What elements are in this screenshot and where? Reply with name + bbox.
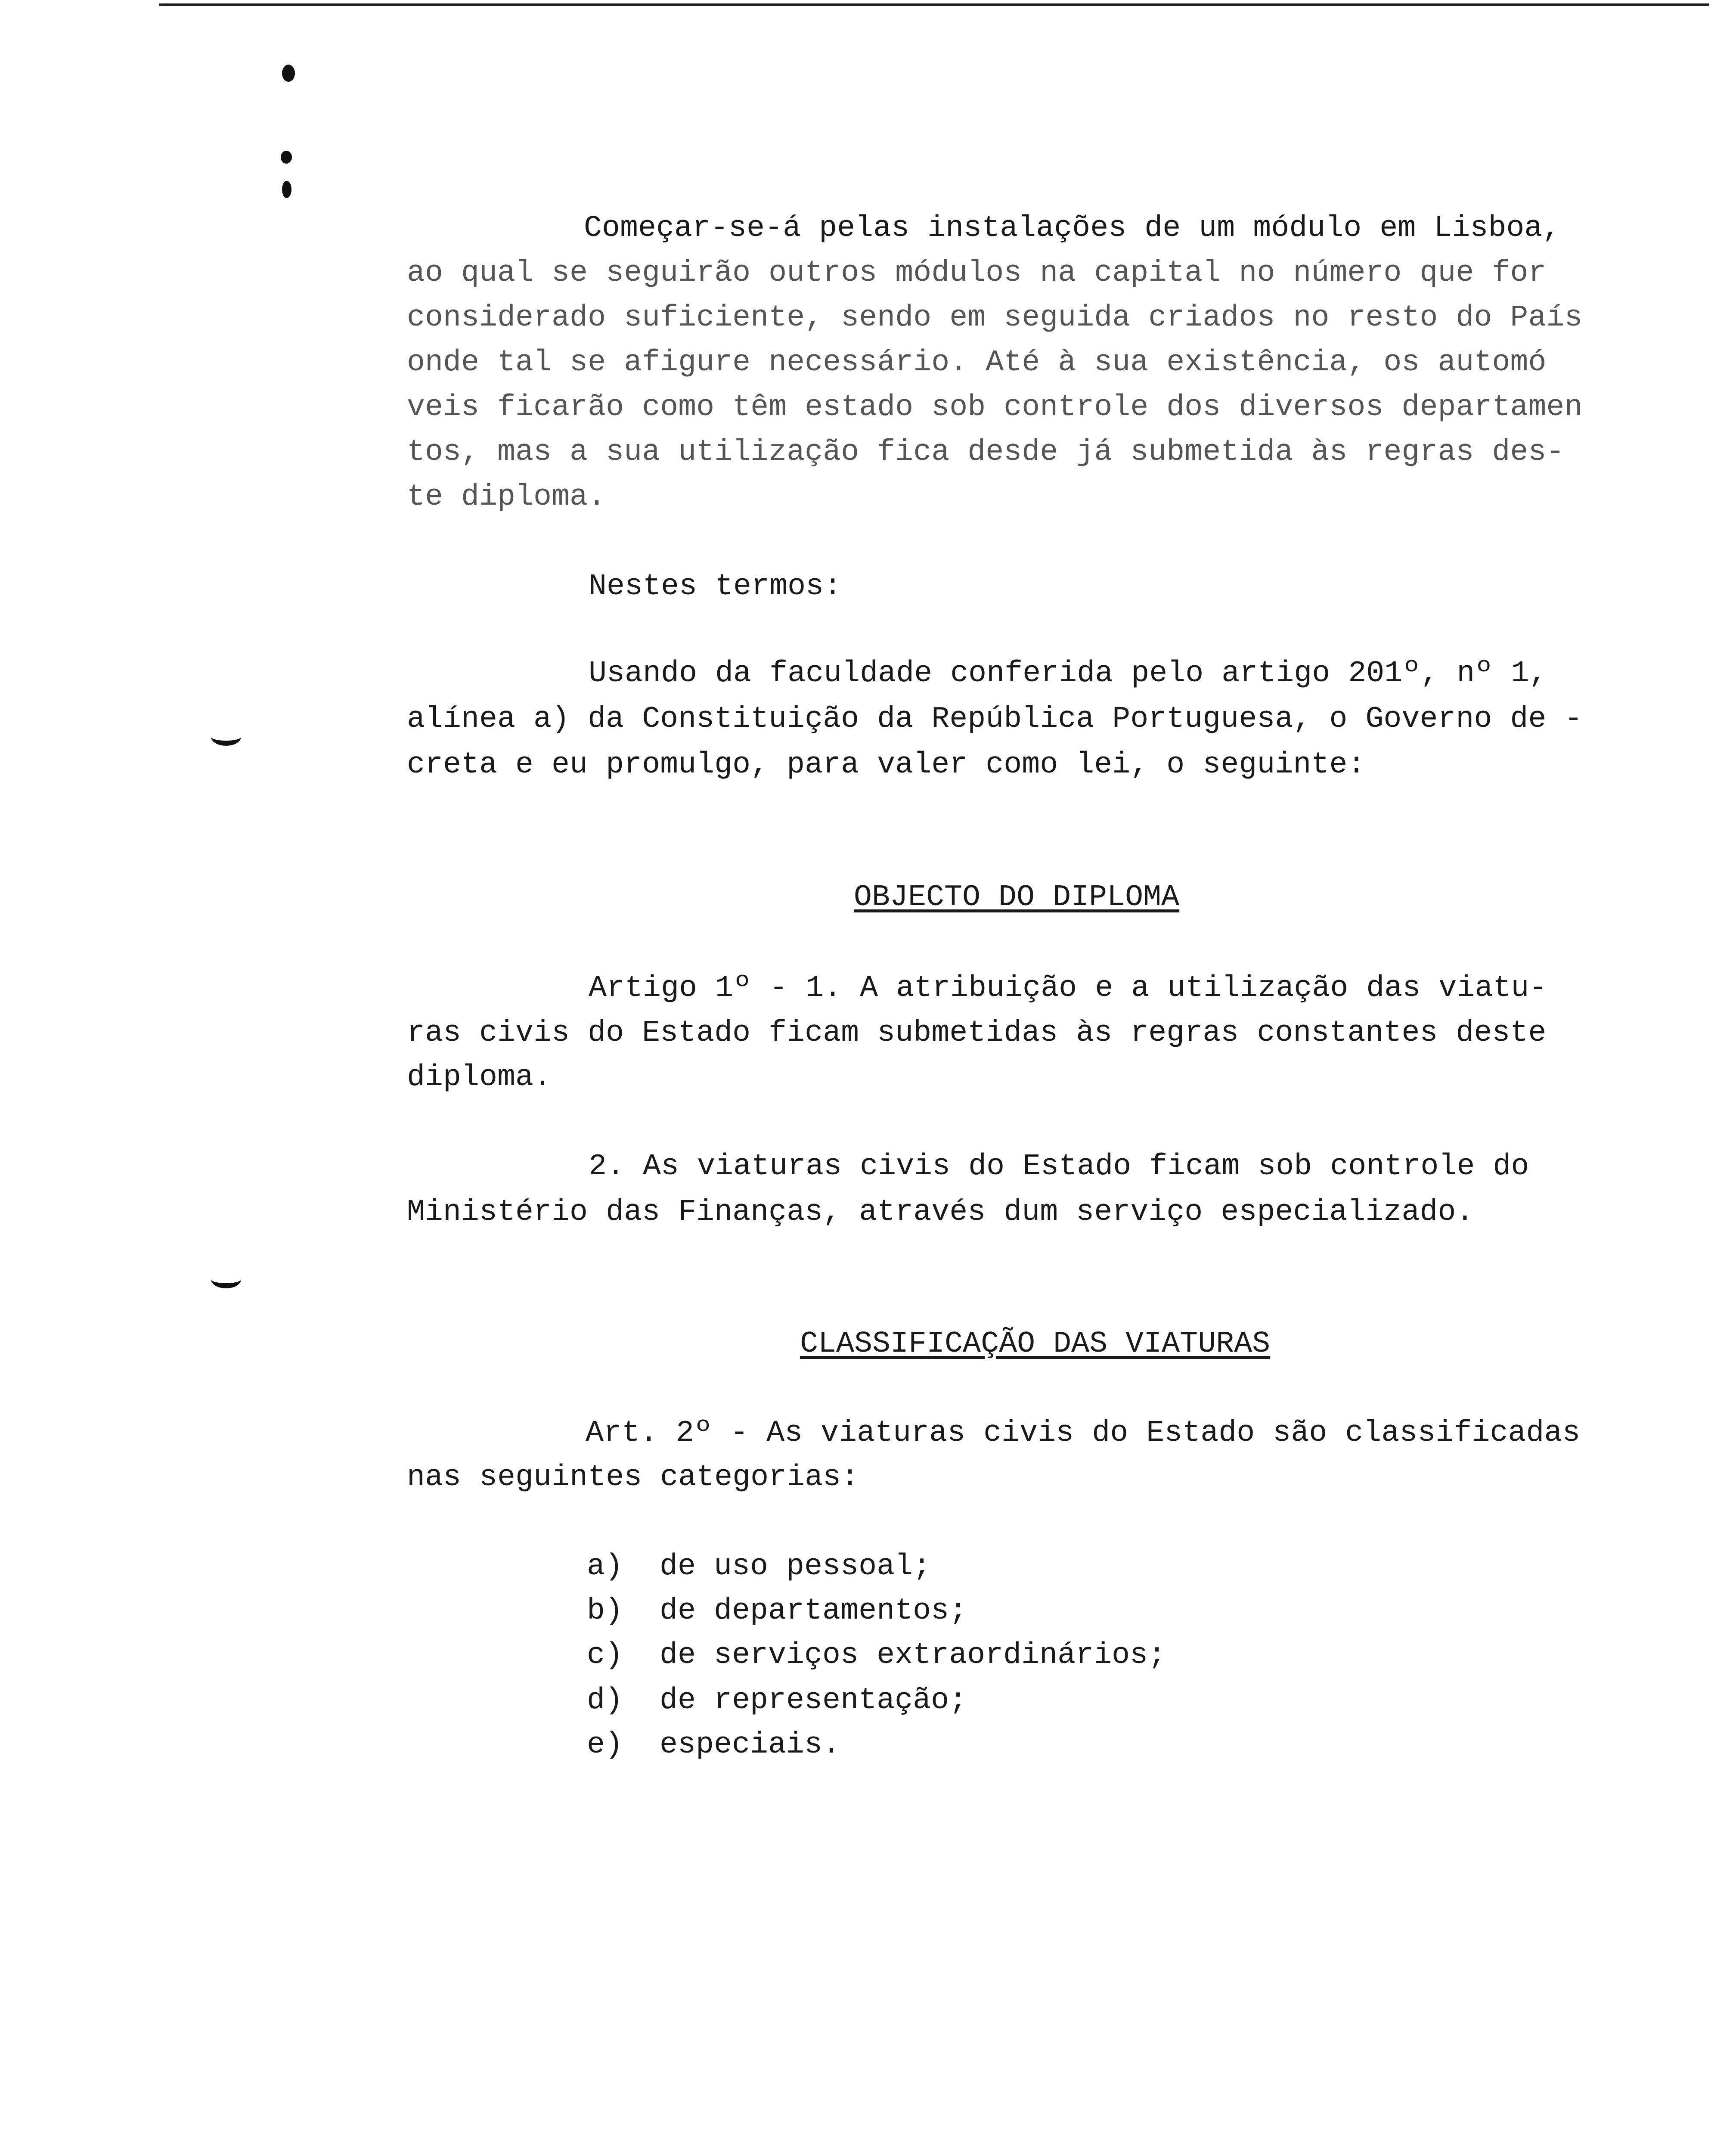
section-heading-classificacao: CLASSIFICAÇÃO DAS VIATURAS — [800, 1327, 1271, 1361]
article-1-line: ras civis do Estado ficam submetidas às regras constantes deste — [407, 1016, 1547, 1050]
punch-mark — [282, 181, 291, 198]
binder-mark — [211, 1270, 241, 1288]
intro-line: onde tal se afigure necessário. Até à sua existência, os automó — [407, 346, 1547, 380]
category-letter: e) — [587, 1728, 623, 1762]
category-letter: c) — [587, 1638, 623, 1672]
category-letter: a) — [587, 1550, 623, 1584]
category-text: de serviços extraordinários; — [660, 1638, 1166, 1672]
preamble-line: Usando da faculdade conferida pelo artigo 201º, nº 1, — [589, 657, 1547, 691]
article-1-line: Artigo 1º - 1. A atribuição e a utilização das viatu- — [589, 971, 1547, 1005]
article-1-line: diploma. — [407, 1061, 552, 1095]
article-2-line: Art. 2º - As viaturas civis do Estado são classificadas — [586, 1416, 1581, 1450]
preamble-line: alínea a) da Constituição da República Portuguesa, o Governo de - — [407, 702, 1583, 736]
intro-line: considerado suficiente, sendo em seguida criados no resto do País — [407, 301, 1583, 335]
category-letter: b) — [587, 1594, 623, 1628]
intro-line: veis ficarão como têm estado sob controle dos diversos departamen — [407, 391, 1583, 425]
nestes-termos: Nestes termos: — [589, 570, 842, 604]
punch-mark — [282, 65, 295, 82]
category-letter: d) — [587, 1684, 623, 1718]
category-text: de departamentos; — [660, 1594, 967, 1628]
intro-line: tos, mas a sua utilização fica desde já submetida às regras des- — [407, 435, 1565, 469]
article-2-line: nas seguintes categorias: — [407, 1461, 859, 1495]
intro-line: ao qual se seguirão outros módulos na capital no número que for — [407, 256, 1547, 290]
article-1-2-line: Ministério das Finanças, através dum serviço especializado. — [407, 1195, 1474, 1229]
intro-line: te diploma. — [407, 480, 606, 514]
preamble-line: creta e eu promulgo, para valer como lei, o seguinte: — [407, 748, 1366, 782]
binder-mark — [211, 728, 241, 746]
category-text: especiais. — [660, 1728, 841, 1762]
category-text: de uso pessoal; — [660, 1550, 931, 1584]
section-heading-objecto: OBJECTO DO DIPLOMA — [854, 881, 1180, 915]
top-border-line — [159, 3, 1709, 6]
punch-mark — [281, 151, 292, 164]
article-1-2-line: 2. As viaturas civis do Estado ficam sob controle do — [589, 1150, 1529, 1184]
category-text: de representação; — [660, 1684, 967, 1718]
intro-line: Começar-se-á pelas instalações de um módulo em Lisboa, — [584, 211, 1561, 245]
